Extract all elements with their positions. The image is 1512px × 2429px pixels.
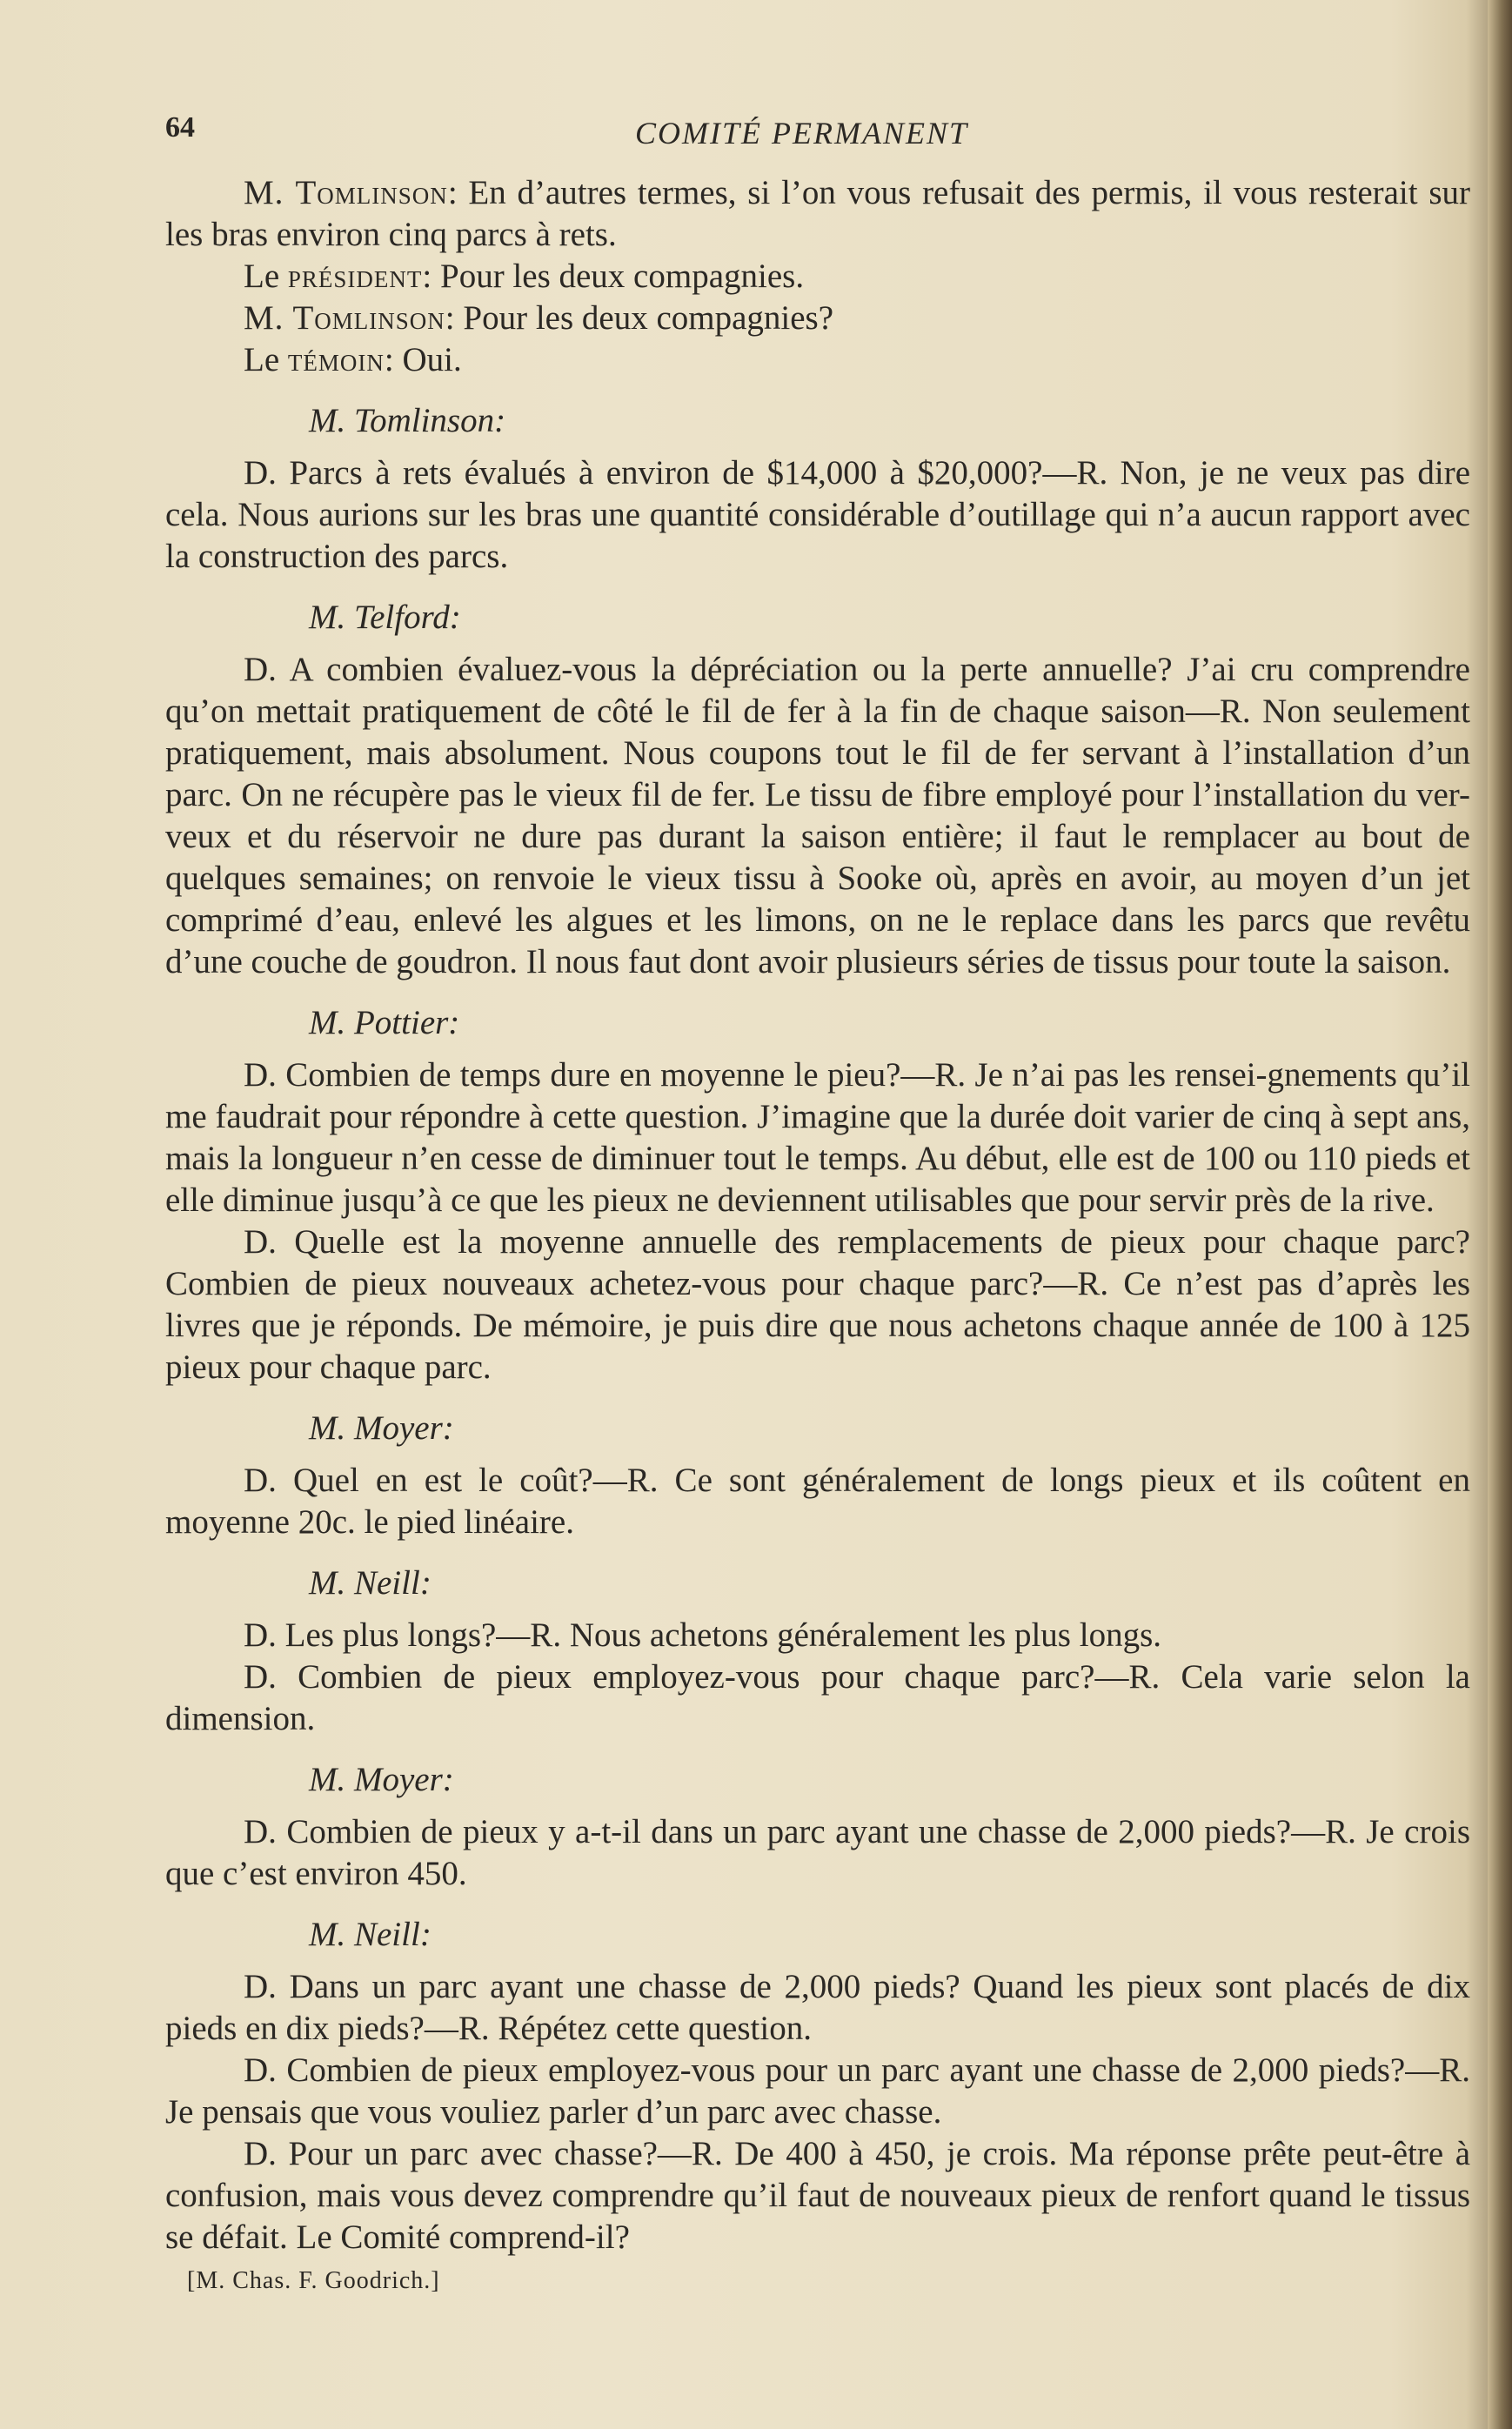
question-answer: D. Quelle est la moyenne annuelle des remplacements de pieux pour chaque parc? Combien de pieux nouveaux achetez-vous pour chaque parc?—R. Ce n’est pas d’après les livres que je réponds. De mémoire, je puis dire que nous achetons chaque année de 100 à 125 pieux pour chaque parc. [165, 1223, 1470, 1386]
speaker-name: témoin [287, 341, 385, 378]
section-speaker: M. Pottier: [309, 1004, 460, 1041]
section-speaker: M. Neill: [309, 1916, 432, 1953]
section-speaker: M. Tomlinson: [309, 402, 506, 439]
section-speaker: M. Telford: [309, 599, 461, 636]
running-title: COMITÉ PERMANENT [635, 116, 968, 151]
dialogue-line: M. Tomlinson: En d’autres termes, si l’on vous refusait des permis, il vous resterait sur les bras environ cinq parcs à rets. [165, 174, 1471, 253]
dialogue-text: Pour les deux compagnies? [463, 299, 834, 337]
dialogue-text: Oui. [402, 341, 462, 378]
speaker-prefix: Le [244, 341, 280, 378]
question-answer: D. Combien de temps dure en moyenne le pieu?—R. Je n’ai pas les rensei-gnements qu’il me faudrait pour répondre à cette question. J’imagine que la durée doit varier de cinq à sept ans, mais la longueur n’en cesse de diminuer tout le temps. Au début, elle est de 100 ou 110 pieds et elle diminue jusqu’à ce que les pieux ne deviennent utilisables que pour servir près de la rive. [165, 1056, 1470, 1219]
witness-footnote: [M. Chas. F. Goodrich.] [187, 2267, 440, 2294]
question-answer: D. Parcs à rets évalués à environ de $14,000 à $20,000?—R. Non, je ne veux pas dire cela. Nous aurions sur les bras une quantité considérable d’outillage qui n’a aucun rapport avec la construction des parcs. [165, 454, 1470, 575]
page-edge-shadow [1488, 0, 1512, 2429]
speaker-name: M. Tomlinson [244, 174, 448, 211]
question-answer: D. Pour un parc avec chasse?—R. De 400 à 450, je crois. Ma réponse prête peut-être à confusion, mais vous devez comprendre qu’il faut de nouveaux pieux de renfort quand le tissus se défait. Le Comité comprend-il? [165, 2135, 1470, 2256]
question-answer: D. Combien de pieux employez-vous pour chaque parc?—R. Cela varie selon la dimension. [165, 1658, 1470, 1737]
dialogue-line: M. Tomlinson: Pour les deux compagnies? [244, 299, 834, 337]
section-speaker: M. Moyer: [309, 1761, 454, 1798]
page-number: 64 [165, 111, 195, 144]
page-body [165, 172, 1470, 2302]
speaker-prefix: Le [244, 258, 280, 295]
dialogue-text: En d’autres termes, si l’on vous refusait des permis, il vous resterait sur les bras environ cinq parcs à rets. [165, 174, 1471, 253]
dialogue-text: Pour les deux compagnies. [440, 258, 805, 295]
question-answer: D. A combien évaluez-vous la dépréciation ou la perte annuelle? J’ai cru comprendre qu’on mettait pratiquement de côté le fil de fer à la fin de chaque saison—R. Non seulement pratiquement, mais absolument. Nous coupons tout le fil de fer servant à l’installation d’un parc. On ne récupère pas le vieux fil de fer. Le tissu de fibre employé pour l’installation du ver-veux et du réservoir ne dure pas durant la saison entière; il faut le remplacer au bout de quelques semaines; on renvoie le vieux tissu à Sooke où, après en avoir, au moyen d’un jet comprimé d’eau, enlevé les algues et les limons, on ne le replace dans les parcs que revêtu d’une couche de goudron. Il nous faut dont avoir plusieurs séries de tissus pour toute la saison. [165, 651, 1470, 980]
page-header [165, 111, 1470, 155]
dialogue-line: Le témoin: Oui. [244, 341, 462, 378]
section-speaker: M. Neill: [309, 1564, 432, 1602]
question-answer: D. Combien de pieux y a-t-il dans un parc ayant une chasse de 2,000 pieds?—R. Je crois que c’est environ 450. [165, 1813, 1470, 1892]
section-speaker: M. Moyer: [309, 1409, 454, 1447]
question-answer: D. Quel en est le coût?—R. Ce sont généralement de longs pieux et ils coûtent en moyenne 20c. le pied linéaire. [165, 1462, 1470, 1541]
question-answer: D. Dans un parc ayant une chasse de 2,000 pieds? Quand les pieux sont placés de dix pieds en dix pieds?—R. Répétez cette question. [165, 1968, 1470, 2047]
dialogue-line: Le président: Pour les deux compagnies. [244, 258, 805, 295]
speaker-name: M. Tomlinson [244, 299, 445, 337]
question-answer: D. Les plus longs?—R. Nous achetons généralement les plus longs. [244, 1616, 1161, 1654]
speaker-name: président [287, 258, 423, 295]
question-answer: D. Combien de pieux employez-vous pour un parc ayant une chasse de 2,000 pieds?—R. Je pensais que vous vouliez parler d’un parc avec chasse. [165, 2051, 1470, 2131]
